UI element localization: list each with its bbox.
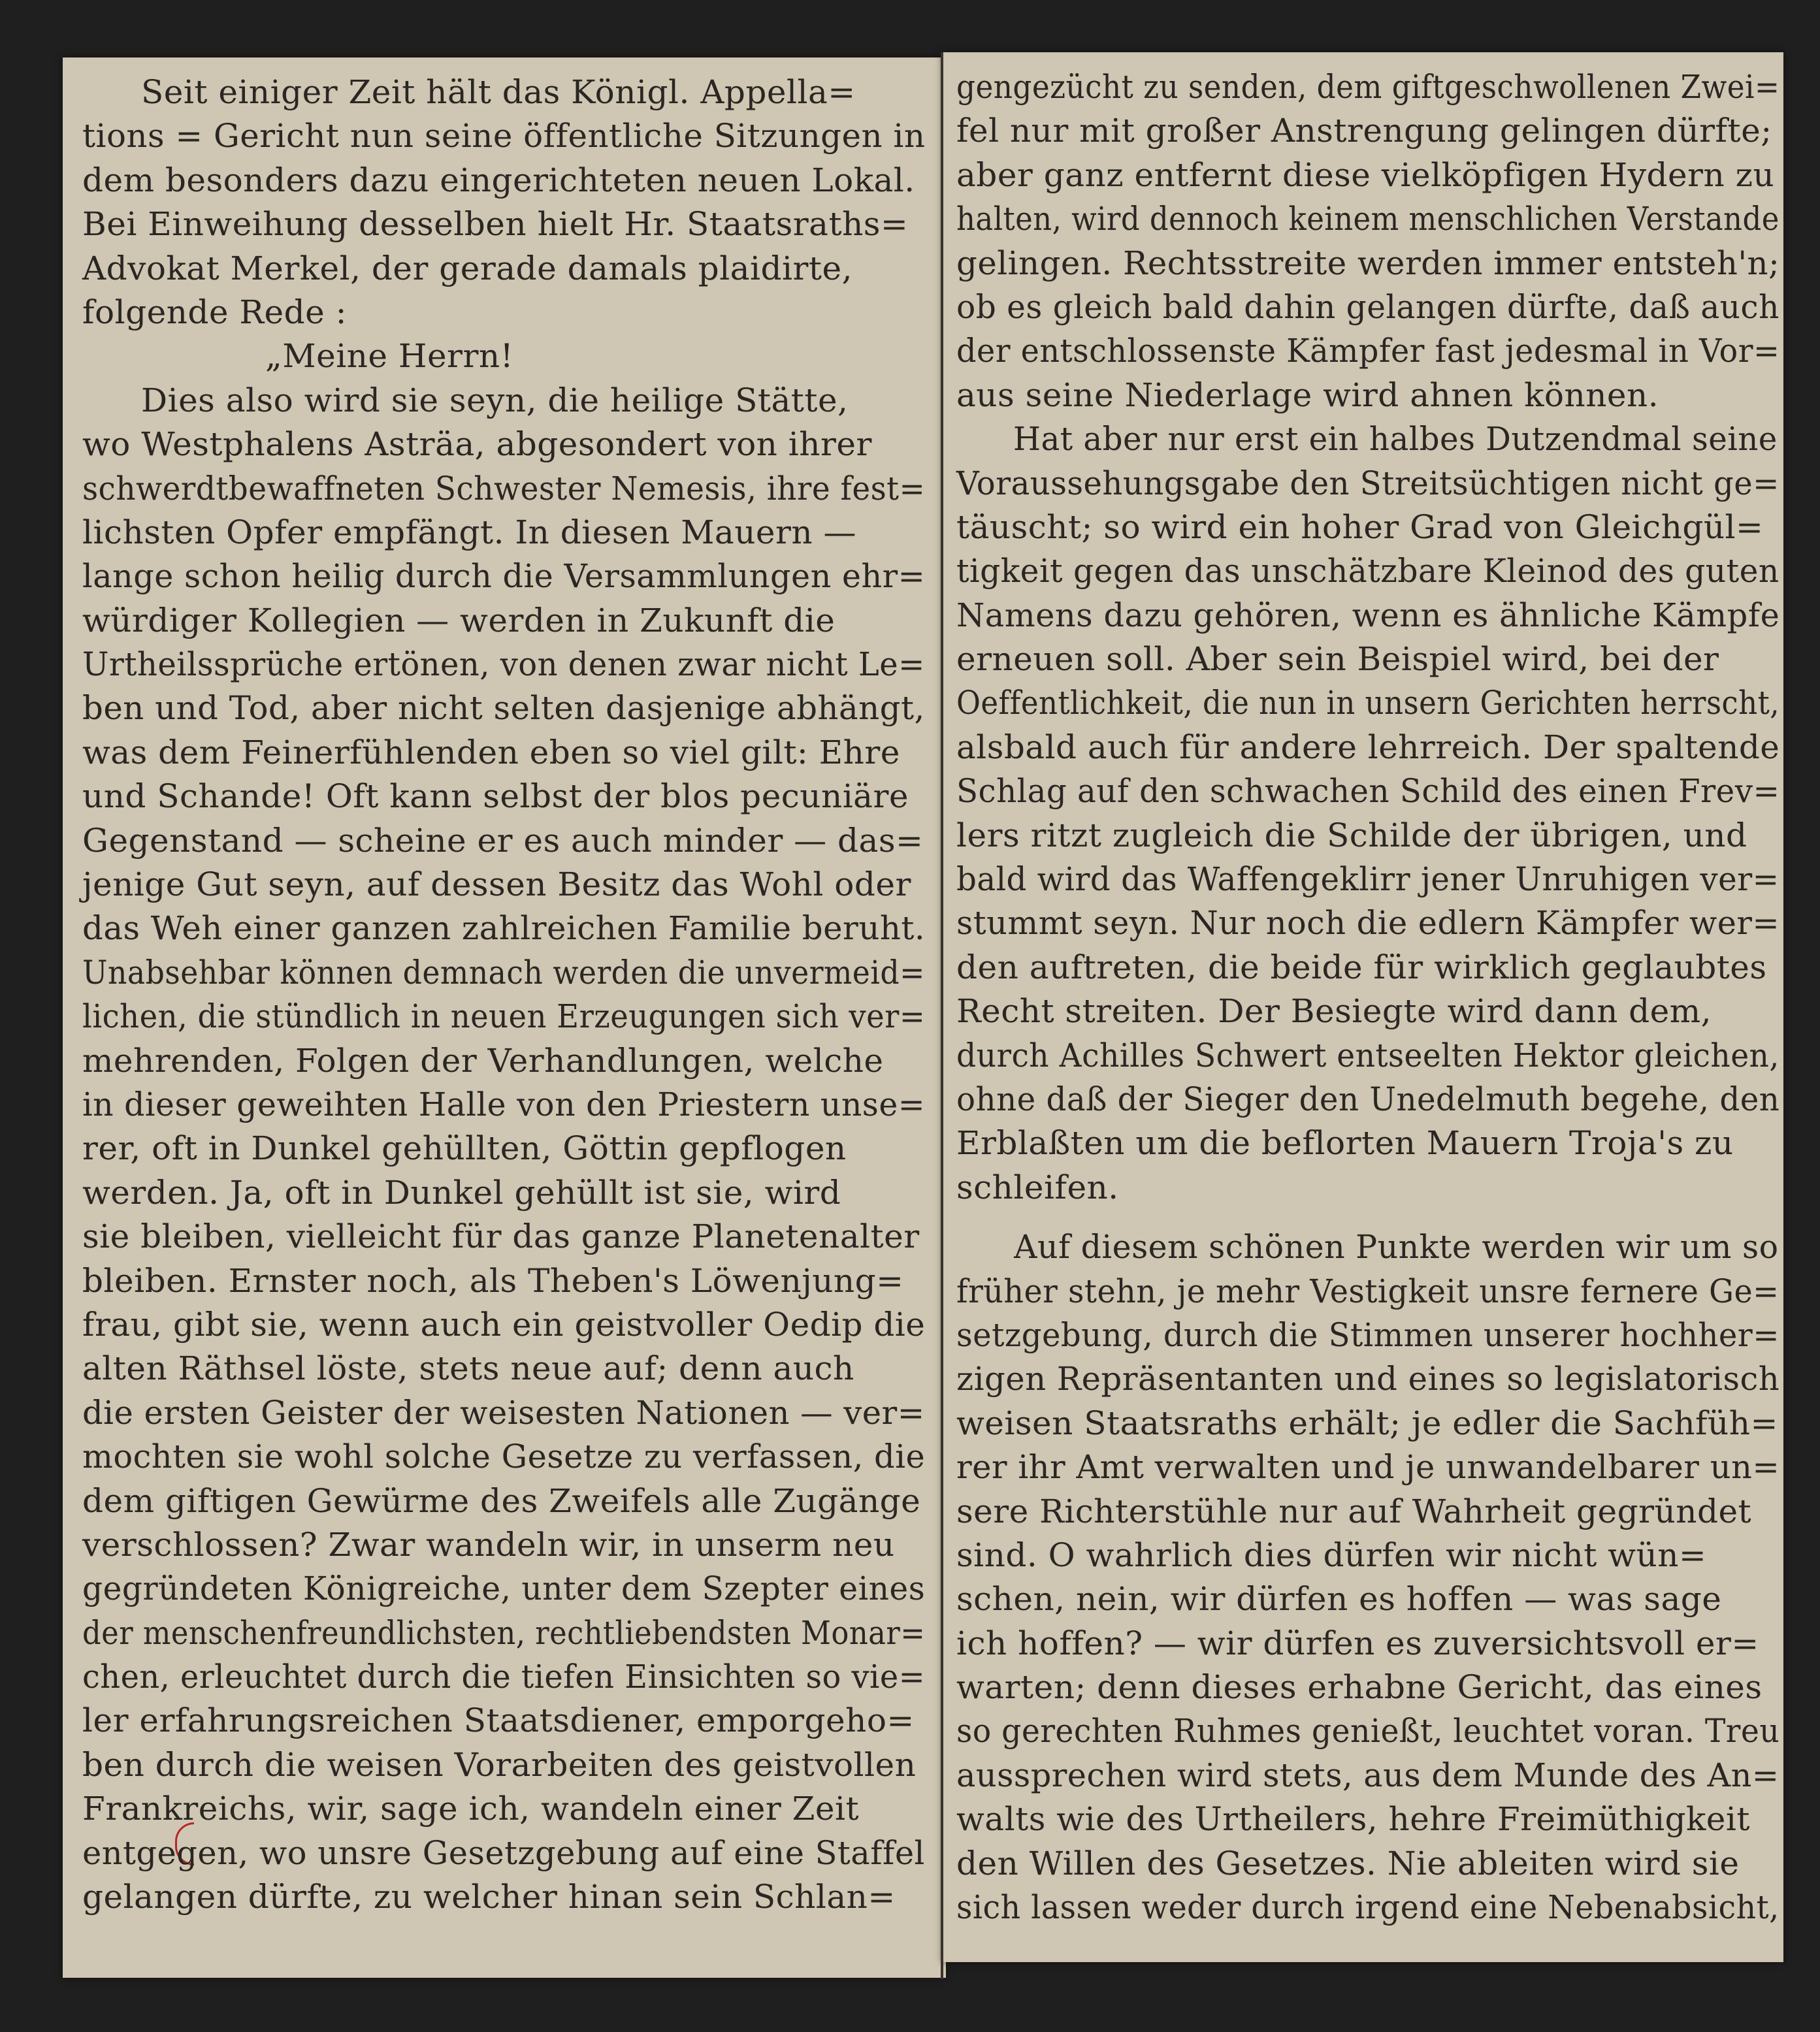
text-line: aussprechen wird stets, aus dem Munde des An= [956,1756,1779,1794]
text-line: Hat aber nur erst ein halbes Dutzendmal seine [1013,420,1778,459]
text-line: Erblaßten um die beflorten Mauern Troja's zu [956,1124,1734,1163]
text-line: fel nur mit großer Anstrengung gelingen dürfte; [956,112,1772,150]
text-line: Oeffentlichkeit, die nun in unsern Gerichten herrscht, [956,684,1779,722]
text-line: gengezücht zu senden, dem giftgeschwollenen Zwei= [956,68,1780,106]
text-line: mochten sie wohl solche Gesetze zu verfassen, die [82,1438,926,1476]
text-line: jenige Gut seyn, auf dessen Besitz das Wohl oder [82,865,911,904]
text-line: lichsten Opfer empfängt. In diesen Mauern — [82,513,857,551]
text-line: halten, wird dennoch keinem menschlichen Verstande [956,200,1779,238]
text-line: schen, nein, wir dürfen es hoffen — was sage [956,1580,1722,1619]
text-line: entgegen, wo unsre Gesetzgebung auf eine Staffel [82,1833,925,1872]
text-line: täuscht; so wird ein hoher Grad von Gleichgül= [956,508,1764,546]
text-line: rer ihr Amt verwalten und je unwandelbarer un= [956,1448,1780,1487]
text-line: was dem Feinerfühlenden eben so viel gilt: Ehre [82,733,900,771]
text-line: erneuen soll. Aber sein Beispiel wird, bei der [956,640,1719,679]
text-line: „Meine Herrn! [265,337,514,376]
text-line: sere Richterstühle nur auf Wahrheit gegründet [956,1492,1752,1530]
text-line: ohne daß der Sieger den Unedelmuth begehe, den [956,1080,1780,1118]
text-line: der entschlossenste Kämpfer fast jedesmal in Vor= [956,332,1780,370]
text-line: und Schande! Oft kann selbst der blos pecuniäre [82,777,909,816]
text-line: der menschenfreundlichsten, rechtliebendsten Monar= [82,1613,926,1652]
text-line: chen, erleuchtet durch die tiefen Einsichten so vie= [82,1658,926,1696]
text-line: warten; denn dieses erhabne Gericht, das eines [956,1668,1763,1707]
text-line: bald wird das Waffengeklirr jener Unruhigen ver= [956,860,1779,899]
text-line: Recht streiten. Der Besiegte wird dann dem, [956,992,1712,1031]
text-line: zigen Repräsentanten und eines so legislatorisch [956,1360,1780,1398]
paragraph-gap [956,1210,1779,1225]
text-line: so gerechten Ruhmes genießt, leuchtet voran. Treu [956,1712,1780,1750]
text-line: Schlag auf den schwachen Schild des einen Frev= [956,772,1780,811]
text-line: Frankreichs, wir, sage ich, wandeln einer Zeit [82,1790,860,1828]
left-text-column [82,71,925,1919]
text-line: lange schon heilig durch die Versammlungen ehr= [82,557,926,596]
text-line: schwerdtbewaffneten Schwester Nemesis, ihre fest= [82,469,926,508]
text-line: stummt seyn. Nur noch die edlern Kämpfer wer= [956,904,1780,943]
text-line: Unabsehbar können demnach werden die unvermeid= [82,953,925,992]
text-line: den Willen des Gesetzes. Nie ableiten wird sie [956,1844,1740,1882]
text-line: aber ganz entfernt diese vielköpfigen Hydern zu [956,155,1775,194]
text-line: würdiger Kollegien — werden in Zukunft die [82,601,836,639]
text-line: bleiben. Ernster noch, als Theben's Löwenjung= [82,1261,904,1300]
text-line: frau, gibt sie, wenn auch ein geistvoller Oedip die [82,1305,926,1344]
text-line: Namens dazu gehören, wenn es ähnliche Kämpfe [956,596,1780,634]
text-line: Seit einiger Zeit hält das Königl. Appella= [141,73,856,111]
text-line: lichen, die stündlich in neuen Erzeugungen sich ver= [82,997,926,1036]
text-line: wo Westphalens Asträa, abgesondert von ihrer [82,425,872,464]
text-line: tions = Gericht nun seine öffentliche Sitzungen in [82,117,926,155]
text-line: ich hoffen? — wir dürfen es zuversichtsvoll er= [956,1624,1759,1662]
text-line: sich lassen weder durch irgend eine Nebenabsicht, [956,1888,1779,1927]
text-line: alsbald auch für andere lehrreich. Der spaltende [956,728,1780,766]
text-line: werden. Ja, oft in Dunkel gehüllt ist sie, wird [82,1173,841,1212]
text-line: gelangen dürfte, zu welcher hinan sein Schlan= [82,1878,896,1916]
text-line: ben durch die weisen Vorarbeiten des geistvollen [82,1745,917,1784]
text-line: Gegenstand — scheine er es auch minder — das= [82,821,924,860]
text-line: Dies also wird sie seyn, die heilige Stätte, [141,381,849,419]
text-line: gegründeten Königreiche, unter dem Szepter eines [82,1570,926,1608]
clipping-seam [941,52,943,1979]
text-line: ob es gleich bald dahin gelangen dürfte, daß auch [956,287,1779,326]
text-line: ler erfahrungsreichen Staatsdiener, emporgeho= [82,1701,915,1740]
text-line: folgende Rede : [82,293,347,331]
text-line: Bei Einweihung desselben hielt Hr. Staatsraths= [82,205,909,244]
text-line: das Weh einer ganzen zahlreichen Familie beruht. [82,909,926,948]
text-line: durch Achilles Schwert entseelten Hektor gleichen, [956,1036,1779,1074]
text-line: verschlossen? Zwar wandeln wir, in unserm neu [82,1525,895,1564]
text-line: walts wie des Urtheilers, hehre Freimüthigkeit [956,1800,1750,1839]
text-line: alten Räthsel löste, stets neue auf; denn auch [82,1349,854,1388]
text-line: gelingen. Rechtsstreite werden immer entsteh'n; [956,244,1780,282]
text-line: sie bleiben, vielleicht für das ganze Planetenalter [82,1218,920,1256]
text-line: weisen Staatsraths erhält; je edler die Sachfüh= [956,1404,1778,1442]
text-line: rer, oft in Dunkel gehüllten, Göttin gepflogen [82,1129,847,1168]
text-line: dem giftigen Gewürme des Zweifels alle Zugänge [82,1481,921,1520]
text-line: aus seine Niederlage wird ahnen können. [956,376,1659,414]
text-line: tigkeit gegen das unschätzbare Kleinod des guten [956,552,1779,590]
text-line: setzgebung, durch die Stimmen unserer hochher= [956,1315,1780,1354]
text-line: Urtheilssprüche ertönen, von denen zwar nicht Le= [82,645,925,684]
text-line: mehrenden, Folgen der Verhandlungen, welche [82,1041,884,1080]
text-line: Advokat Merkel, der gerade damals plaidirte, [82,249,853,287]
text-line: Voraussehungsgabe den Streitsüchtigen nicht ge= [956,464,1779,502]
text-line: ben und Tod, aber nicht selten dasjenige abhängt, [82,689,925,728]
text-line: früher stehn, je mehr Vestigkeit unsre fernere Ge= [956,1272,1779,1310]
text-line: den auftreten, die beide für wirklich geglaubtes [956,948,1767,986]
text-line: sind. O wahrlich dies dürfen wir nicht wün= [956,1536,1707,1574]
text-line: dem besonders dazu eingerichteten neuen Lokal. [82,161,915,199]
text-line: Auf diesem schönen Punkte werden wir um so [1014,1228,1779,1266]
text-line: die ersten Geister der weisesten Nationen — ver= [82,1393,925,1432]
text-line: in dieser geweihten Halle von den Priestern unse= [82,1085,926,1123]
text-line: schleifen. [956,1168,1119,1206]
text-line: lers ritzt zugleich die Schilde der übrigen, und [956,816,1747,854]
right-text-column [956,65,1779,1929]
